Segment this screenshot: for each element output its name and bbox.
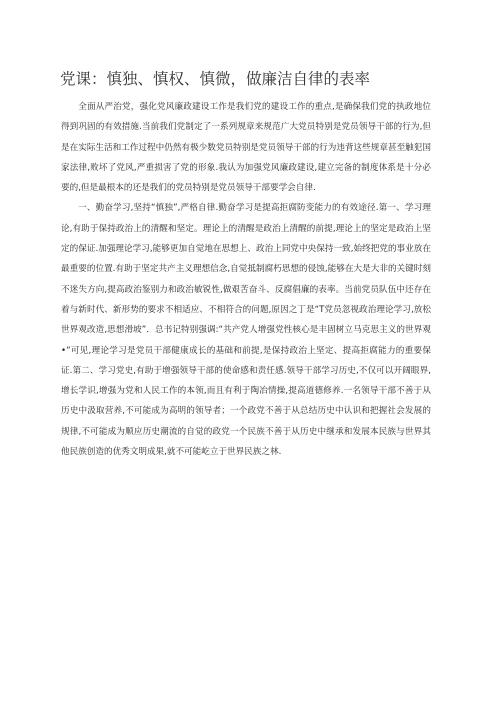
document-title: 党课：慎独、慎权、慎微，做廉洁自律的表率 — [60, 70, 371, 88]
document-body — [61, 97, 431, 462]
paragraph-intro: 全面从严治党，强化党风廉政建设工作是我们党的建设工作的重点,是确保我们党的执政地位得到巩固的有效措施.当前我们党制定了一系列规章来规范广大党员特别是党员领导干部的行为,但是在实际生活和工作过程中仍然有极少数党员特别是党员领导干部的行为违背这些规章甚至触犯国家法律,败坏了党风,严重损害了党的形象.我认为加强党风廉政建设,建立完备的制度体系是十分必要的,但是最根本的还是我们的党员特别是党员领导干部要学会自律. — [61, 102, 431, 194]
paragraph-section-one: 一、勤奋学习,坚持“慎独”,严格自律.勤奋学习是提高拒腐防变能力的有效途径.第一、学习理论,有助于保持政治上的清醒和坚定。理论上的清醒是政治上清醒的前提,理论上的坚定是政治上坚定的保证.加强理论学习,能够更加自觉地在思想上、政治上同党中央保持一致,始终把党的事业放在最重要的位置.有助于坚定共产主义理想信念,自觉抵制腐朽思想的侵蚀,能够在大是大非的关键时刻不迷失方向,提高政治鉴别力和政治敏锐性,做艰苦奋斗、反腐倡廉的表率。当前党员队伍中还存在着与新时代、新形势的要求不相适应、不相符合的问题,原因之丁是“T党员忽视政治理论学习,放松世界观改造,思想滑坡”．总书记特别强调:“共产党人增强党性核心是丰固树立马克思主义的世界观•”可见,理论学习是党员干部健康成长的基础和前提,是保持政治上坚定、提高拒腐能力的重要保证.第二、学习党史,有助于增强领导干部的使命感和责任感.领导干部学习历史,不仅可以开阔眼界,增长学识,增强为党和人民工作的本领,而且有利于陶冶情操,提高道德修养.一名领导干部不善于从历史中汲取营养,不可能成为高明的领导者；一个政党不善于从总结历史中认识和把握社会发展的规律,不可能成为顺应历史潮流的自觉的政党一个民族不善于从历史中继承和发展本民族与世界其他民族创造的优秀文明成果,就不可能屹立于世界民族之林. — [61, 203, 431, 458]
